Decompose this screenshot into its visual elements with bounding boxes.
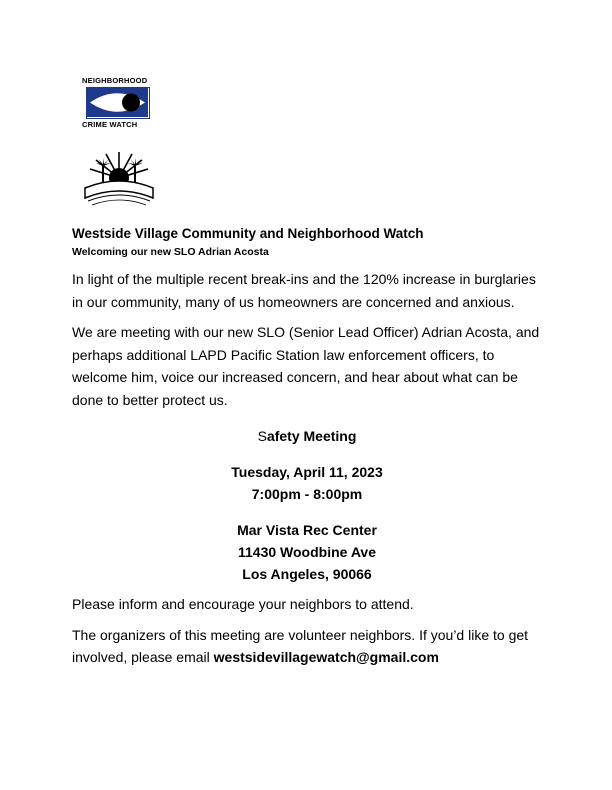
paragraph-meeting-purpose: We are meeting with our new SLO (Senior Lead Officer) Adrian Acosta, and perhaps additional LAPD Pacific Station law enforcement officers, to welcome him, voice our increased concern, and hear about what can be done to better protect us. — [72, 324, 540, 408]
meeting-title-rest: afety Meeting — [266, 428, 357, 444]
meeting-time: 7:00pm - 8:00pm — [251, 486, 363, 502]
get-involved-text: The organizers of this meeting are volunteer neighbors. If you’d like to get involved, please email — [72, 626, 529, 665]
crime-watch-logo-bottom-text: CRIME WATCH — [82, 120, 138, 129]
crime-watch-logo — [82, 76, 154, 134]
venue-city: Los Angeles, 90066 — [242, 566, 372, 582]
westside-village-logo — [82, 148, 156, 210]
flyer-subtitle: Welcoming our new SLO Adrian Acosta — [72, 246, 269, 258]
paragraph-inform-neighbors: Please inform and encourage your neighbors to attend. — [72, 596, 414, 612]
contact-email-link[interactable]: westsidevillagewatch@gmail.com — [213, 649, 439, 665]
crime-watch-eye-icon — [86, 87, 150, 119]
paragraph-concern: In light of the multiple recent break-ins and the 120% increase in burglaries in our community, many of us homeowners are concerned and anxious. — [72, 271, 536, 310]
meeting-title — [72, 425, 542, 447]
paragraph-get-involved — [72, 624, 542, 669]
flyer-content — [72, 224, 542, 669]
crime-watch-logo-top-text: NEIGHBORHOOD — [82, 76, 148, 85]
venue-name: Mar Vista Rec Center — [237, 522, 377, 538]
venue-street: 11430 Woodbine Ave — [238, 544, 376, 560]
meeting-date: Tuesday, April 11, 2023 — [231, 464, 383, 480]
flyer-title: Westside Village Community and Neighborhood Watch — [72, 226, 424, 241]
meeting-title-initial: S — [257, 428, 267, 444]
